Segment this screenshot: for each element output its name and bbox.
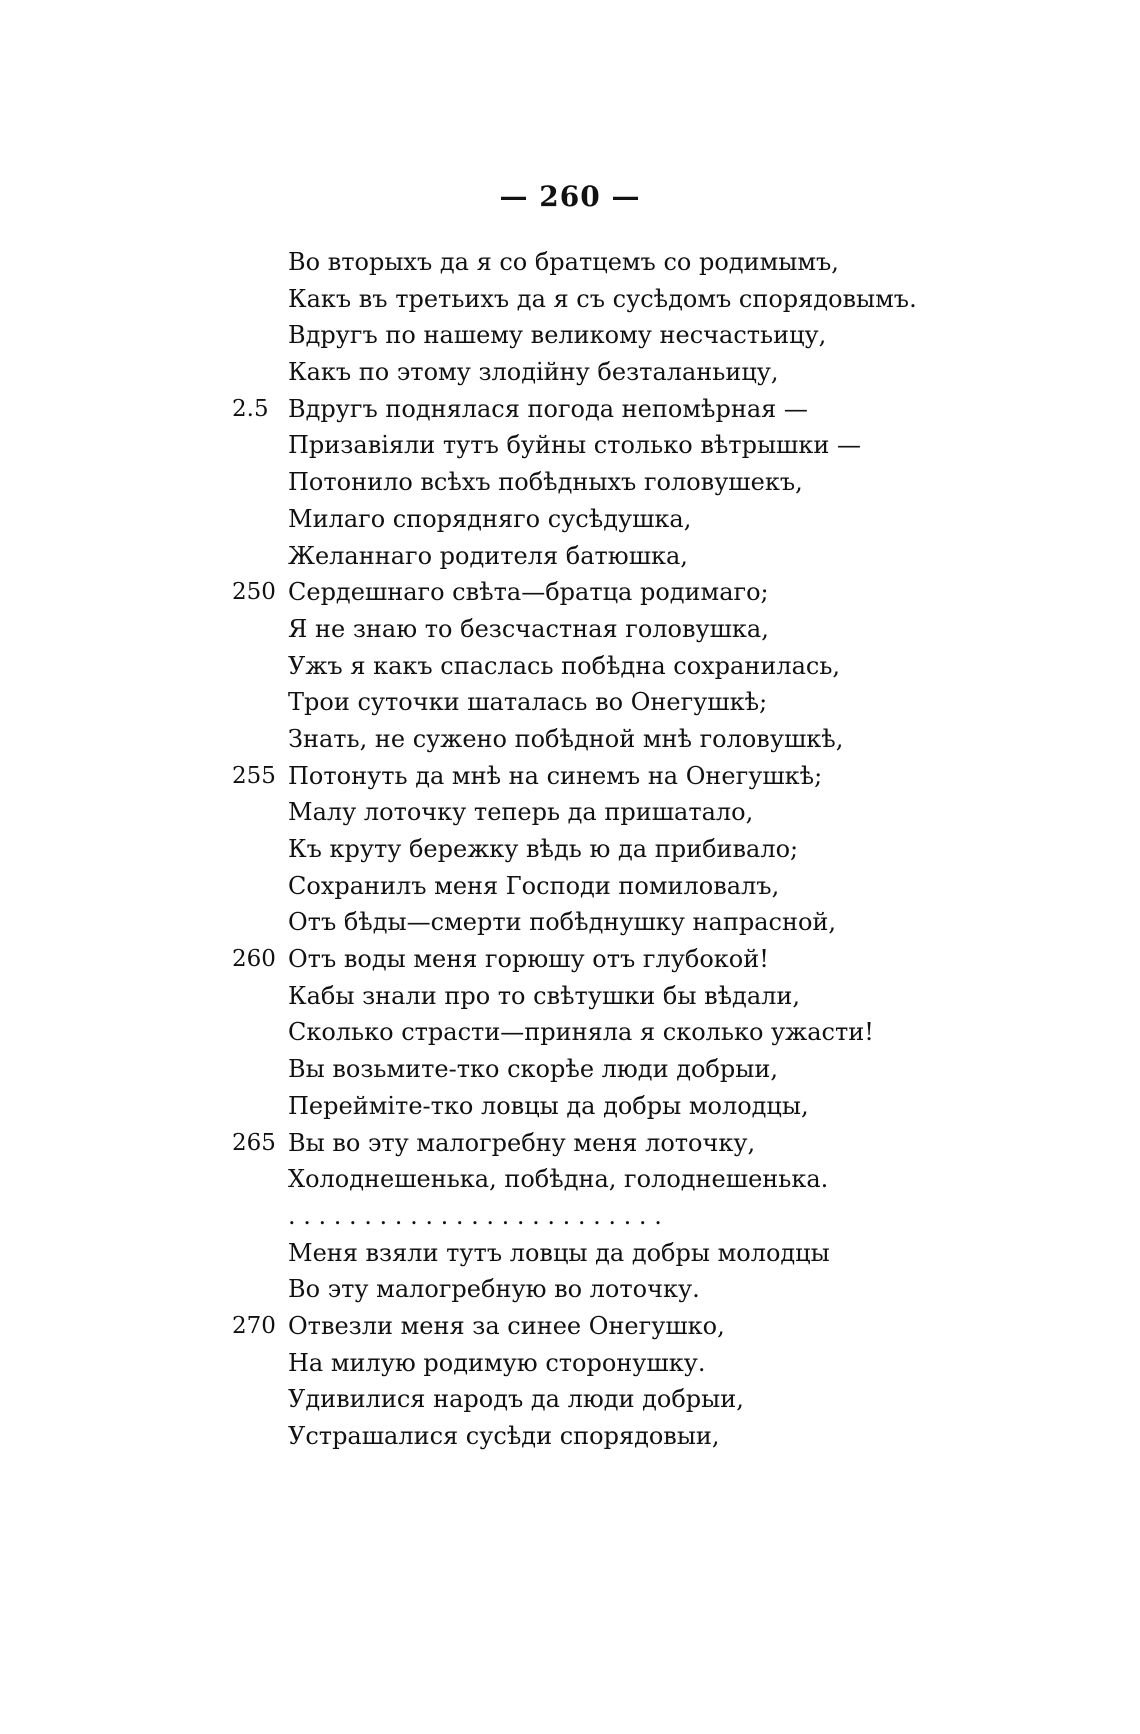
line-text: Отъ воды меня горюшу отъ глубокой! bbox=[288, 945, 769, 974]
line-number: 260 bbox=[232, 946, 276, 973]
line-number: 2.5 bbox=[232, 395, 269, 422]
line-text: Вдругъ по нашему великому несчастьицу, bbox=[288, 321, 827, 350]
line-text: Меня взяли тутъ ловцы да добры молодцы bbox=[288, 1238, 830, 1267]
poem-line bbox=[0, 684, 1140, 721]
poem-line bbox=[0, 978, 1140, 1015]
poem-line bbox=[0, 1161, 1140, 1198]
line-text: Малу лоточку теперь да пришатало, bbox=[288, 798, 754, 827]
line-text: Какъ въ третьихъ да я съ сусѣдомъ спорядовымъ. bbox=[288, 284, 917, 313]
line-text: Отвезли меня за синее Онегушко, bbox=[288, 1311, 725, 1340]
line-text: Знать, не сужено побѣдной мнѣ головушкѣ, bbox=[288, 724, 844, 753]
line-number: 250 bbox=[232, 579, 276, 606]
poem-line bbox=[0, 1345, 1140, 1382]
poem-line bbox=[0, 794, 1140, 831]
poem-line bbox=[0, 501, 1140, 538]
line-text: Сердешнаго свѣта—братца родимаго; bbox=[288, 578, 769, 607]
poem-line bbox=[0, 831, 1140, 868]
poem-line bbox=[0, 1381, 1140, 1418]
line-text: Устрашалися сусѣди спорядовыи, bbox=[288, 1422, 720, 1450]
poem-line bbox=[0, 427, 1140, 464]
line-text: Милаго спорядняго сусѣдушка, bbox=[288, 504, 692, 533]
line-text: Вы возьмите-тко скорѣе люди добрыи, bbox=[288, 1055, 778, 1084]
line-text: Трои суточки шаталась во Онегушкѣ; bbox=[288, 688, 768, 717]
line-text: Я не знаю то безсчастная головушка, bbox=[288, 614, 769, 643]
line-text: Ужъ я какъ спаслась побѣдна сохранилась, bbox=[288, 651, 841, 680]
poem-line bbox=[0, 1271, 1140, 1308]
poem-line bbox=[0, 1051, 1140, 1088]
poem-line bbox=[0, 1125, 1140, 1162]
poem-line bbox=[0, 574, 1140, 611]
line-number: 265 bbox=[232, 1129, 276, 1156]
poem-line bbox=[0, 538, 1140, 575]
poem-line bbox=[0, 317, 1140, 354]
line-text: Кабы знали про то свѣтушки бы вѣдали, bbox=[288, 981, 801, 1010]
line-text: Во эту малогребную во лоточку. bbox=[288, 1275, 700, 1304]
line-number: 270 bbox=[232, 1312, 276, 1339]
poem-line bbox=[0, 941, 1140, 978]
line-text: На милую родимую сторонушку. bbox=[288, 1348, 706, 1377]
poem-line bbox=[0, 1418, 1140, 1455]
poem-line bbox=[0, 904, 1140, 941]
line-text: Къ круту бережку вѣдь ю да прибивало; bbox=[288, 835, 799, 863]
poem-line bbox=[0, 721, 1140, 758]
poem-line bbox=[0, 758, 1140, 795]
poem-line bbox=[0, 1014, 1140, 1051]
line-text: Призавіяли тутъ буйны столько вѣтрышки — bbox=[288, 431, 861, 460]
poem-line bbox=[0, 611, 1140, 648]
poem-line bbox=[0, 244, 1140, 281]
poem-line bbox=[0, 391, 1140, 428]
line-text: . . . . . . . . . . . . . . . . . . . . . . . . . bbox=[288, 1201, 662, 1230]
line-text: Потонуть да мнѣ на синемъ на Онегушкѣ; bbox=[288, 761, 823, 790]
line-text: Желаннаго родителя батюшка, bbox=[288, 541, 688, 570]
page-number: — 260 — bbox=[499, 180, 641, 213]
poem-line bbox=[0, 648, 1140, 685]
poem-line bbox=[0, 464, 1140, 501]
line-text: Вдругъ поднялася погода непомѣрная — bbox=[288, 394, 808, 423]
poem-line bbox=[0, 354, 1140, 391]
poem-line bbox=[0, 1088, 1140, 1125]
line-text: Какъ по этому злодійну безталаньицу, bbox=[288, 358, 779, 387]
line-text: Отъ бѣды—смерти побѣднушку напрасной, bbox=[288, 908, 837, 937]
line-text: Вы во эту малогребну меня лоточку, bbox=[288, 1128, 756, 1157]
poem-line bbox=[0, 1235, 1140, 1272]
line-text: Сколько страсти—приняла я сколько ужасти! bbox=[288, 1018, 874, 1047]
poem-line bbox=[0, 1198, 1140, 1235]
poem-line bbox=[0, 1308, 1140, 1345]
line-text: Сохранилъ меня Господи помиловалъ, bbox=[288, 871, 780, 900]
poem-line bbox=[0, 281, 1140, 318]
poem-line bbox=[0, 868, 1140, 905]
poem-body bbox=[0, 244, 1140, 1455]
line-text: Удивилися народъ да люди добрыи, bbox=[288, 1385, 744, 1414]
line-number: 255 bbox=[232, 762, 276, 789]
line-text: Перейміте-тко ловцы да добры молодцы, bbox=[288, 1091, 809, 1120]
line-text: Потонило всѣхъ побѣдныхъ головушекъ, bbox=[288, 468, 803, 497]
line-text: Во вторыхъ да я со братцемъ со родимымъ, bbox=[288, 248, 839, 276]
line-text: Холоднешенька, побѣдна, голоднешенька. bbox=[288, 1165, 829, 1194]
